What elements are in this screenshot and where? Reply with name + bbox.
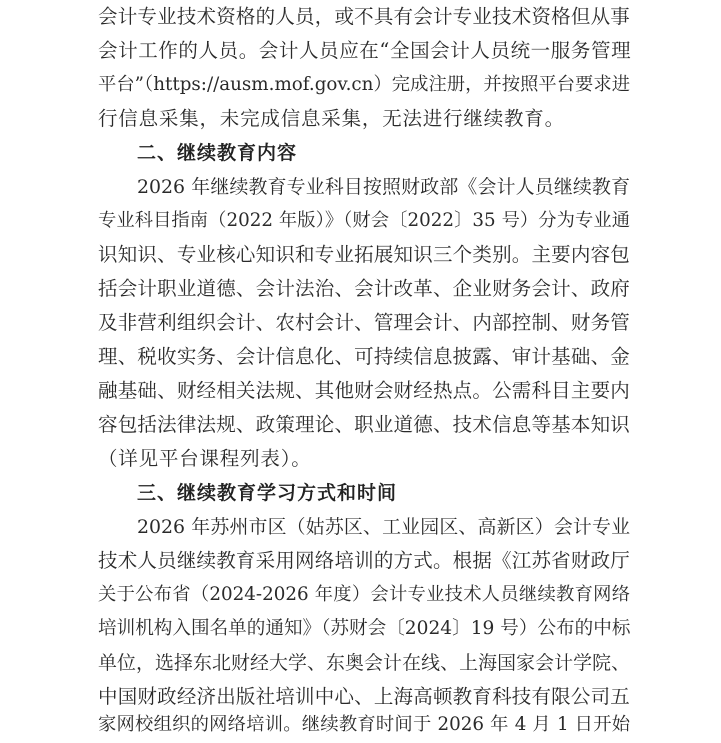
paragraph-line: 技术人员继续教育采用网络培训的方式。根据《江苏省财政厅 — [98, 549, 630, 572]
paragraph-line: 会计专业技术资格的人员，或不具有会计专业技术资格但从事 — [98, 5, 630, 28]
paragraph-line: 家网校组织的网络培训。继续教育时间于 2026 年 4 月 1 日开始 — [98, 714, 630, 735]
paragraph-line: 融基础、财经相关法规、其他财会财经热点。公需科目主要内 — [98, 379, 630, 402]
paragraph-line: 括会计职业道德、会计法治、会计改革、企业财务会计、政府 — [98, 277, 630, 300]
paragraph-line: 关于公布省（2024-2026 年度）会计专业技术人员继续教育网络 — [98, 584, 630, 605]
paragraph-line: 2026 年继续教育专业科目按照财政部《会计人员继续教育 — [137, 176, 630, 198]
paragraph-line: 培训机构入围名单的通知》（苏财会〔2024〕19 号）公布的中标 — [98, 618, 631, 639]
paragraph-line: 及非营利组织会计、农村会计、管理会计、内部控制、财务管 — [98, 311, 630, 334]
section-heading-method: 三、继续教育学习方式和时间 — [137, 482, 398, 504]
paragraph-line: 中国财政经济出版社培训中心、上海高顿教育科技有限公司五 — [98, 685, 630, 708]
paragraph-line: 专业科目指南（2022 年版）》（财会〔2022〕35 号）分为专业通 — [98, 210, 630, 231]
section-heading-content: 二、继续教育内容 — [137, 142, 298, 164]
paragraph-line: 2026 年苏州市区（姑苏区、工业园区、高新区）会计专业 — [137, 516, 630, 538]
paragraph-line: 理、税收实务、会计信息化、可持续信息披露、审计基础、金 — [98, 345, 630, 368]
paragraph-line: 识知识、专业核心知识和专业拓展知识三个类别。主要内容包 — [98, 243, 630, 266]
paragraph-line: 容包括法律法规、政策理论、职业道德、技术信息等基本知识 — [98, 413, 630, 436]
paragraph-line: （详见平台课程列表）。 — [98, 447, 312, 470]
paragraph-line: 会计工作的人员。会计人员应在“全国会计人员统一服务管理 — [98, 39, 632, 62]
paragraph-line: 行信息采集，未完成信息采集，无法进行继续教育。 — [98, 107, 565, 130]
paragraph-line: 单位，选择东北财经大学、东奥会计在线、上海国家会计学院、 — [98, 652, 630, 674]
paragraph-line: 平台”（https://ausm.mof.gov.cn）完成注册，并按照平台要求进 — [98, 74, 630, 95]
